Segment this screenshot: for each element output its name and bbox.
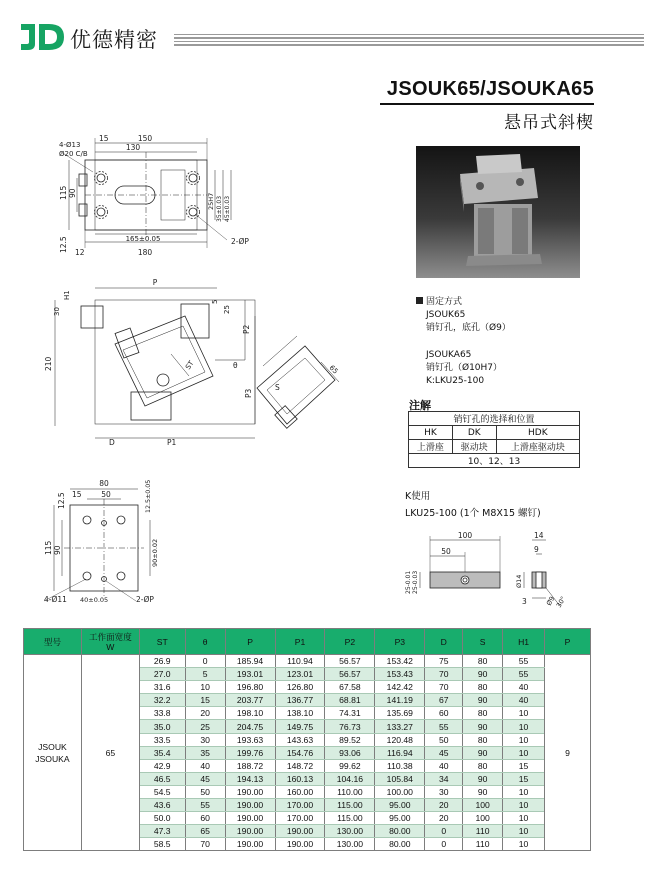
spec-cell: 190.00 bbox=[225, 825, 275, 838]
spec-header-4: P bbox=[225, 629, 275, 655]
spec-cell: 90 bbox=[463, 772, 503, 785]
fixing-model-2-k: K:LKU25-100 bbox=[426, 376, 485, 387]
spec-cell: 93.06 bbox=[325, 746, 375, 759]
side-dim-30: 30 bbox=[53, 307, 61, 316]
spec-cell: 170.00 bbox=[275, 799, 325, 812]
spec-cell: 10 bbox=[503, 838, 545, 851]
spec-cell: 20 bbox=[425, 812, 463, 825]
spec-cell: 65 bbox=[185, 825, 225, 838]
spec-cell: 10 bbox=[185, 681, 225, 694]
spec-cell: 10 bbox=[503, 812, 545, 825]
dim-15: 15 bbox=[99, 134, 109, 143]
spec-cell: 120.48 bbox=[375, 733, 425, 746]
spec-cell: 40 bbox=[503, 694, 545, 707]
spec-cell: 54.5 bbox=[139, 785, 185, 798]
spec-header-8: D bbox=[425, 629, 463, 655]
pin-values: 10、12、13 bbox=[409, 454, 580, 468]
spec-cell: 110 bbox=[463, 838, 503, 851]
spec-cell: 141.19 bbox=[375, 694, 425, 707]
spec-cell: 30 bbox=[185, 733, 225, 746]
fixing-model-2-desc: 销钉孔（Ø10H7） bbox=[426, 362, 503, 373]
spec-cell: 50 bbox=[425, 733, 463, 746]
bottom-dim-12-5-tol: 12.5±0.05 bbox=[145, 479, 152, 513]
dim-150: 150 bbox=[137, 134, 153, 143]
spec-cell: 70 bbox=[425, 681, 463, 694]
spec-cell: 10 bbox=[503, 733, 545, 746]
key-dim-25: 25-0.01 bbox=[405, 570, 412, 594]
product-model: JSOUK65/JSOUKA65 bbox=[386, 78, 594, 100]
spec-table bbox=[23, 628, 591, 851]
spec-cell: 80 bbox=[463, 759, 503, 772]
spec-cell: 80 bbox=[463, 681, 503, 694]
spec-cell: 80.00 bbox=[375, 838, 425, 851]
spec-cell: 80.00 bbox=[375, 825, 425, 838]
dim-165: 165±0.05 bbox=[125, 235, 161, 243]
product-photo bbox=[416, 146, 580, 278]
pin-col-hdk: HDK bbox=[496, 426, 579, 440]
spec-cell: 26.9 bbox=[139, 655, 185, 668]
spec-cell: 10 bbox=[503, 707, 545, 720]
spec-cell: 32.2 bbox=[139, 694, 185, 707]
product-name: 悬吊式斜楔 bbox=[504, 113, 594, 133]
spec-cell: 188.72 bbox=[225, 759, 275, 772]
dim-115: 115 bbox=[59, 185, 68, 200]
dim-90: 90 bbox=[68, 188, 77, 198]
key-dim-100: 100 bbox=[457, 531, 473, 540]
side-view-drawing bbox=[35, 276, 355, 454]
spec-cell: 110.94 bbox=[275, 655, 325, 668]
spec-cell: 56.57 bbox=[325, 668, 375, 681]
spec-cell: 31.6 bbox=[139, 681, 185, 694]
spec-cell: 46.5 bbox=[139, 772, 185, 785]
spec-header-5: P1 bbox=[275, 629, 325, 655]
spec-cell: 35 bbox=[185, 746, 225, 759]
spec-cell: 149.75 bbox=[275, 720, 325, 733]
spec-cell: 70 bbox=[425, 668, 463, 681]
spec-cell: 60 bbox=[185, 812, 225, 825]
spec-header-0: 型号 bbox=[24, 629, 82, 655]
key-dim-dia9: Ø9 bbox=[544, 594, 557, 607]
spec-header-1: 工作面宽度 W bbox=[81, 629, 139, 655]
k-use bbox=[405, 488, 541, 522]
bottom-dim-80: 80 bbox=[99, 479, 109, 488]
spec-cell: 27.0 bbox=[139, 668, 185, 681]
spec-cell: 138.10 bbox=[275, 707, 325, 720]
spec-cell: 190.00 bbox=[275, 825, 325, 838]
spec-cell: 25 bbox=[185, 720, 225, 733]
pin-row-dk: 驱动块 bbox=[452, 440, 496, 454]
spec-cell: 104.16 bbox=[325, 772, 375, 785]
spec-cell: 56.57 bbox=[325, 655, 375, 668]
spec-cell: 160.00 bbox=[275, 785, 325, 798]
side-dim-p3: P3 bbox=[244, 388, 253, 398]
notes-heading: 注解 bbox=[409, 399, 431, 412]
title-underline bbox=[380, 103, 594, 105]
key-dim-25-tol: 25-0.03 bbox=[412, 570, 419, 594]
spec-cell: 143.63 bbox=[275, 733, 325, 746]
spec-cell: 55 bbox=[185, 799, 225, 812]
dim-180: 180 bbox=[137, 248, 153, 257]
spec-cell: 58.5 bbox=[139, 838, 185, 851]
spec-cell: 74.31 bbox=[325, 707, 375, 720]
spec-cell: 136.77 bbox=[275, 694, 325, 707]
spec-cell: 50 bbox=[185, 785, 225, 798]
pin-table-title: 销钉孔的选择和位置 bbox=[409, 412, 580, 426]
pin-row-hdk: 上滑座驱动块 bbox=[496, 440, 579, 454]
fixing-title: 固定方式 bbox=[426, 297, 463, 307]
spec-cell: 47.3 bbox=[139, 825, 185, 838]
spec-cell: 90 bbox=[463, 746, 503, 759]
spec-header-2: ST bbox=[139, 629, 185, 655]
spec-cell: 10 bbox=[503, 799, 545, 812]
bottom-dim-115: 115 bbox=[44, 540, 53, 555]
bottom-view-drawing bbox=[40, 475, 170, 610]
bullet-square-icon bbox=[416, 297, 423, 304]
spec-cell: 190.00 bbox=[275, 838, 325, 851]
spec-cell: 15 bbox=[185, 694, 225, 707]
fixing-model-1-desc: 销钉孔，底孔（Ø9） bbox=[426, 323, 511, 334]
spec-cell: 198.10 bbox=[225, 707, 275, 720]
spec-cell: 170.00 bbox=[275, 812, 325, 825]
spec-cell: 194.13 bbox=[225, 772, 275, 785]
spec-cell: 80 bbox=[463, 733, 503, 746]
hole-label: 4-Ø13 bbox=[59, 141, 81, 149]
spec-cell: 203.77 bbox=[225, 694, 275, 707]
spec-cell: 0 bbox=[185, 655, 225, 668]
key-dim-50: 50 bbox=[441, 547, 451, 556]
bottom-pin-label: 2-ØP bbox=[136, 595, 154, 604]
spec-cell: 90 bbox=[463, 668, 503, 681]
spec-cell: 160.13 bbox=[275, 772, 325, 785]
spec-cell: 190.00 bbox=[225, 838, 275, 851]
pin-col-dk: DK bbox=[452, 426, 496, 440]
spec-cell: 115.00 bbox=[325, 812, 375, 825]
side-dim-s: S bbox=[275, 383, 280, 392]
spec-model-cell: JSOUK JSOUKA bbox=[24, 655, 82, 851]
spec-cell: 0 bbox=[425, 838, 463, 851]
spec-cell: 75 bbox=[425, 655, 463, 668]
spec-cell: 199.76 bbox=[225, 746, 275, 759]
spec-cell: 45 bbox=[185, 772, 225, 785]
dim-45: 45±0.03 bbox=[224, 195, 231, 222]
bottom-dim-90: 90 bbox=[53, 545, 62, 555]
pin-col-hk: HK bbox=[409, 426, 453, 440]
brand-name: 优德精密 bbox=[70, 28, 158, 52]
spec-cell: 123.01 bbox=[275, 668, 325, 681]
spec-cell: 196.80 bbox=[225, 681, 275, 694]
spec-cell: 190.00 bbox=[225, 812, 275, 825]
spec-cell: 130.00 bbox=[325, 825, 375, 838]
spec-cell: 130.00 bbox=[325, 838, 375, 851]
spec-cell: 110 bbox=[463, 825, 503, 838]
bottom-dim-50: 50 bbox=[101, 490, 111, 499]
spec-header-3: θ bbox=[185, 629, 225, 655]
side-dim-210: 210 bbox=[44, 356, 53, 371]
counterbore-label: Ø20 C/B bbox=[59, 150, 88, 158]
spec-cell: 105.84 bbox=[375, 772, 425, 785]
spec-cell: 42.9 bbox=[139, 759, 185, 772]
spec-cell: 153.42 bbox=[375, 655, 425, 668]
spec-cell: 68.81 bbox=[325, 694, 375, 707]
side-dim-st: ST bbox=[184, 359, 196, 372]
spec-cell: 90 bbox=[463, 785, 503, 798]
side-dim-5: 5 bbox=[211, 299, 219, 304]
key-dim-30deg: 30° bbox=[554, 595, 568, 609]
spec-cell: 110.00 bbox=[325, 785, 375, 798]
spec-cell: 90 bbox=[463, 694, 503, 707]
spec-cell: 76.73 bbox=[325, 720, 375, 733]
side-dim-65: 65 bbox=[327, 363, 340, 376]
spec-cell: 95.00 bbox=[375, 812, 425, 825]
top-view-drawing bbox=[55, 130, 265, 265]
spec-cell: 33.8 bbox=[139, 707, 185, 720]
side-dim-d: D bbox=[109, 438, 115, 447]
spec-cell: 115.00 bbox=[325, 799, 375, 812]
spec-cell: 55 bbox=[425, 720, 463, 733]
spec-cell: 185.94 bbox=[225, 655, 275, 668]
table-row bbox=[24, 655, 591, 668]
spec-cell: 40 bbox=[425, 759, 463, 772]
dim-12-5: 12.5 bbox=[59, 236, 68, 253]
spec-cell: 193.63 bbox=[225, 733, 275, 746]
spec-cell: 67.58 bbox=[325, 681, 375, 694]
spec-cell: 35.4 bbox=[139, 746, 185, 759]
wedge-product-icon bbox=[416, 146, 580, 278]
dim-25h7: 25H7 bbox=[207, 192, 215, 210]
spec-cell: 67 bbox=[425, 694, 463, 707]
key-dim-9: 9 bbox=[534, 545, 539, 554]
spec-p-cell: 9 bbox=[545, 655, 591, 851]
spec-cell: 190.00 bbox=[225, 799, 275, 812]
spec-cell: 90 bbox=[463, 720, 503, 733]
spec-cell: 10 bbox=[503, 785, 545, 798]
spec-header-9: S bbox=[463, 629, 503, 655]
spec-cell: 30 bbox=[425, 785, 463, 798]
pin-hole-table bbox=[408, 411, 580, 468]
key-drawing bbox=[400, 528, 580, 614]
bottom-dim-15: 15 bbox=[72, 490, 82, 499]
spec-cell: 35.0 bbox=[139, 720, 185, 733]
spec-cell: 40 bbox=[503, 681, 545, 694]
spec-cell: 70 bbox=[185, 838, 225, 851]
spec-cell: 126.80 bbox=[275, 681, 325, 694]
spec-header-10: H1 bbox=[503, 629, 545, 655]
spec-cell: 153.43 bbox=[375, 668, 425, 681]
spec-cell: 50.0 bbox=[139, 812, 185, 825]
spec-cell: 20 bbox=[425, 799, 463, 812]
spec-cell: 154.76 bbox=[275, 746, 325, 759]
bottom-dim-90-tol: 90±0.02 bbox=[151, 538, 159, 567]
fixing-model-1: JSOUK65 bbox=[426, 310, 466, 321]
spec-cell: 80 bbox=[463, 707, 503, 720]
spec-cell: 110.38 bbox=[375, 759, 425, 772]
dim-35: 35±0.03 bbox=[216, 195, 223, 222]
spec-cell: 55 bbox=[503, 655, 545, 668]
spec-header-11: P bbox=[545, 629, 591, 655]
spec-cell: 60 bbox=[425, 707, 463, 720]
key-dim-14: 14 bbox=[534, 531, 544, 540]
spec-cell: 133.27 bbox=[375, 720, 425, 733]
spec-cell: 99.62 bbox=[325, 759, 375, 772]
bottom-hole-label: 4-Ø11 bbox=[44, 595, 67, 604]
spec-cell: 20 bbox=[185, 707, 225, 720]
spec-cell: 15 bbox=[503, 772, 545, 785]
spec-cell: 142.42 bbox=[375, 681, 425, 694]
spec-cell: 80 bbox=[463, 655, 503, 668]
spec-width-cell: 65 bbox=[81, 655, 139, 851]
k-use-title: K使用 bbox=[405, 491, 431, 502]
spec-cell: 148.72 bbox=[275, 759, 325, 772]
spec-cell: 43.6 bbox=[139, 799, 185, 812]
bottom-dim-12-5: 12.5 bbox=[57, 492, 66, 509]
spec-cell: 15 bbox=[503, 759, 545, 772]
header-rule bbox=[174, 34, 644, 48]
spec-cell: 5 bbox=[185, 668, 225, 681]
side-dim-p1: P1 bbox=[167, 438, 177, 447]
spec-header-6: P2 bbox=[325, 629, 375, 655]
jd-logo-icon bbox=[18, 22, 66, 52]
dim-130: 130 bbox=[125, 143, 141, 152]
spec-cell: 40 bbox=[185, 759, 225, 772]
pin-label: 2-ØP bbox=[231, 237, 249, 246]
spec-cell: 89.52 bbox=[325, 733, 375, 746]
key-dim-dia14: Ø14 bbox=[515, 574, 523, 588]
spec-cell: 33.5 bbox=[139, 733, 185, 746]
spec-cell: 10 bbox=[503, 746, 545, 759]
spec-cell: 55 bbox=[503, 668, 545, 681]
spec-cell: 204.75 bbox=[225, 720, 275, 733]
spec-cell: 34 bbox=[425, 772, 463, 785]
spec-cell: 135.69 bbox=[375, 707, 425, 720]
spec-cell: 10 bbox=[503, 825, 545, 838]
spec-cell: 100 bbox=[463, 799, 503, 812]
side-dim-p2: P2 bbox=[242, 324, 251, 334]
fixing-model-2: JSOUKA65 bbox=[426, 349, 472, 360]
spec-table-header bbox=[24, 629, 591, 655]
spec-cell: 116.94 bbox=[375, 746, 425, 759]
spec-cell: 95.00 bbox=[375, 799, 425, 812]
spec-cell: 45 bbox=[425, 746, 463, 759]
spec-cell: 190.00 bbox=[225, 785, 275, 798]
side-dim-h1: H1 bbox=[63, 290, 71, 300]
side-dim-p: P bbox=[152, 278, 158, 287]
key-dim-3: 3 bbox=[522, 597, 527, 606]
side-dim-theta: θ bbox=[233, 361, 238, 370]
bottom-pos-label: 40±0.05 bbox=[80, 596, 109, 604]
fixing-method bbox=[416, 296, 511, 388]
pin-row-hk: 上滑座 bbox=[409, 440, 453, 454]
spec-cell: 193.01 bbox=[225, 668, 275, 681]
spec-cell: 0 bbox=[425, 825, 463, 838]
spec-header-7: P3 bbox=[375, 629, 425, 655]
spec-cell: 10 bbox=[503, 720, 545, 733]
spec-cell: 100.00 bbox=[375, 785, 425, 798]
side-dim-25: 25 bbox=[223, 305, 231, 314]
k-use-desc: LKU25-100 (1个 M8X15 螺钉) bbox=[405, 508, 541, 519]
spec-cell: 100 bbox=[463, 812, 503, 825]
dim-12: 12 bbox=[75, 248, 85, 257]
